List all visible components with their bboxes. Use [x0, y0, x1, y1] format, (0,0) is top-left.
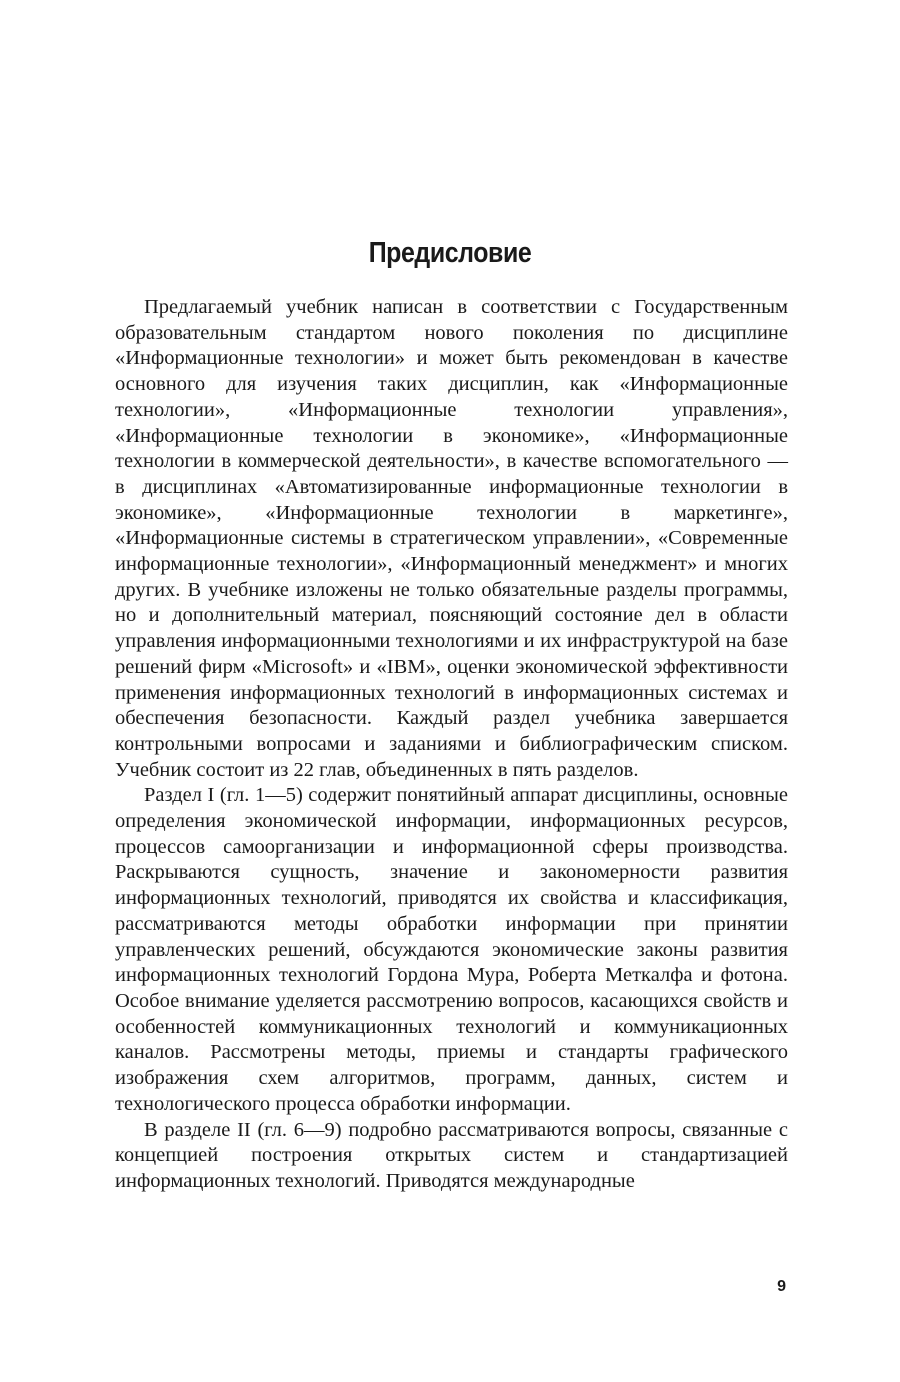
- paragraph-1: Предлагаемый учебник написан в соответствии с Государственным образовательным стандартом нового поколения по дисциплине «Информационные технологии» и может быть рекомендован в качестве основного для изучения таких дисциплин, как «Информационные технологии», «Информационные технологии управления», «Информационные технологии в экономике», «Информационные технологии в коммерческой деятельности», в качестве вспомогательного — в дисциплинах «Автоматизированные информационные технологии в экономике», «Информационные технологии в маркетинге», «Информационные системы в стратегическом управлении», «Современные информационные технологии», «Информационный менеджмент» и многих других. В учебнике изложены не только обязательные разделы программы, но и дополнительный материал, поясняющий состояние дел в области управления информационными технологиями и их инфраструктурой на базе решений фирм «Microsoft» и «IBM», оценки экономической эффективности применения информационных технологий в информационных системах и обеспечения безопасности. Каждый раздел учебника завершается контрольными вопросами и заданиями и библиографическим списком. Учебник состоит из 22 глав, объединенных в пять разделов.: [115, 296, 788, 781]
- body-text: [115, 295, 788, 1195]
- paragraph-2: Раздел I (гл. 1—5) содержит понятийный аппарат дисциплины, основные определения экономической информации, информационных ресурсов, процессов самоорганизации и информационной сферы производства. Раскрываются сущность, значение и закономерности развития информационных технологий, приводятся их свойства и классификация, рассматриваются методы обработки информации при принятии управленческих решений, обсуждаются экономические законы развития информационных технологий Гордона Мура, Роберта Меткалфа и фотона. Особое внимание уделяется рассмотрению вопросов, касающихся свойств и особенностей коммуникационных технологий и коммуникационных каналов. Рассмотрены методы, приемы и стандарты графического изображения схем алгоритмов, программ, данных, систем и технологического процесса обработки информации.: [115, 784, 788, 1115]
- paragraph-3: В разделе II (гл. 6—9) подробно рассматриваются вопросы, связанные с концепцией построения открытых систем и стандартизацией информационных технологий. Приводятся международные: [115, 1118, 788, 1192]
- page-number: 9: [777, 1278, 786, 1295]
- page-title: Предисловие: [368, 237, 532, 270]
